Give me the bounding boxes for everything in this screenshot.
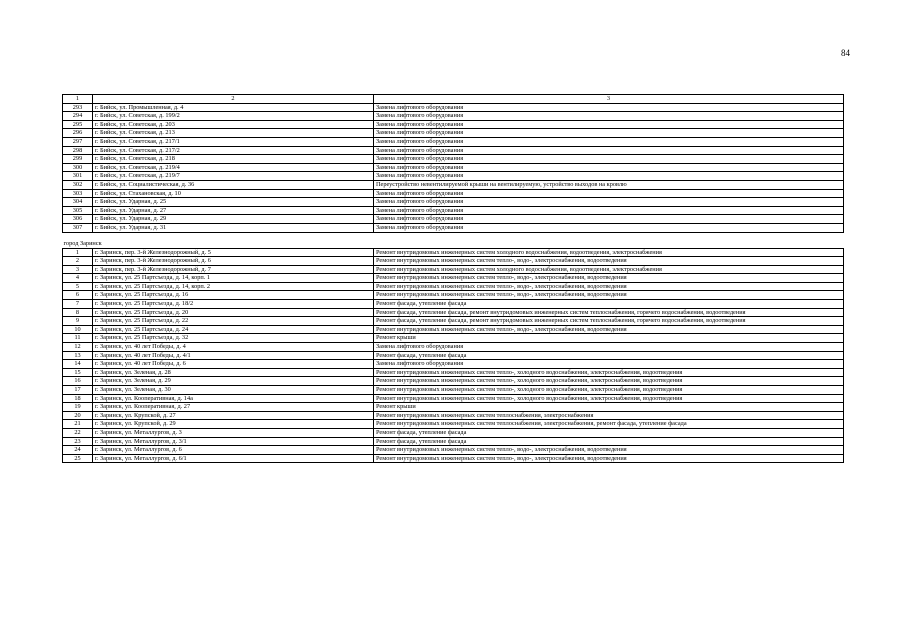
table-row bbox=[63, 198, 844, 207]
row-number: 306 bbox=[63, 215, 93, 224]
row-address: г. Заринск, ул. 25 Партсъезда, д. 32 bbox=[93, 334, 374, 343]
row-address: г. Заринск, ул. Зеленая, д. 29 bbox=[93, 377, 374, 386]
row-work-type: Ремонт фасада, утепление фасада bbox=[374, 300, 844, 309]
row-address: г. Бийск, ул. Советская, д. 203 bbox=[93, 120, 374, 129]
row-work-type: Ремонт внутридомовых инженерных систем холодного водоснабжения, водоотведения, электроснабжения bbox=[374, 265, 844, 274]
row-address: г. Бийск, ул. Советская, д. 199/2 bbox=[93, 112, 374, 121]
row-address: г. Заринск, пер. 3-й Железнодорожный, д. 5 bbox=[93, 248, 374, 257]
table-row bbox=[63, 360, 844, 369]
row-number: 21 bbox=[63, 420, 93, 429]
row-work-type: Ремонт фасада, утепление фасада, ремонт внутридомовых инженерных систем теплоснабжения, горячего водоснабжения, водоотведения bbox=[374, 308, 844, 317]
row-work-type: Ремонт внутридомовых инженерных систем тепло-, водо-, электроснабжения, водоотведения bbox=[374, 325, 844, 334]
header-cell-address: 2 bbox=[93, 95, 374, 104]
row-address: г. Заринск, ул. Металлургов, д. 3/1 bbox=[93, 437, 374, 446]
table-row bbox=[63, 446, 844, 455]
table-row bbox=[63, 420, 844, 429]
row-work-type: Ремонт фасада, утепление фасада bbox=[374, 437, 844, 446]
row-work-type: Ремонт внутридомовых инженерных систем тепло-, водо-, электроснабжения, водоотведения bbox=[374, 446, 844, 455]
row-address: г. Бийск, ул. Промышленная, д. 4 bbox=[93, 103, 374, 112]
table-row bbox=[63, 334, 844, 343]
row-number: 305 bbox=[63, 206, 93, 215]
row-address: г. Бийск, ул. Советская, д. 218 bbox=[93, 155, 374, 164]
row-number: 293 bbox=[63, 103, 93, 112]
row-number: 5 bbox=[63, 282, 93, 291]
row-address: г. Заринск, ул. 40 лет Победы, д. 6 bbox=[93, 360, 374, 369]
row-work-type: Замена лифтового оборудования bbox=[374, 155, 844, 164]
table-row bbox=[63, 428, 844, 437]
row-address: г. Бийск, ул. Советская, д. 217/1 bbox=[93, 137, 374, 146]
row-number: 25 bbox=[63, 454, 93, 463]
row-address: г. Заринск, ул. Крупской, д. 29 bbox=[93, 420, 374, 429]
row-number: 9 bbox=[63, 317, 93, 326]
row-address: г. Бийск, ул. Советская, д. 219/4 bbox=[93, 163, 374, 172]
table-row bbox=[63, 411, 844, 420]
row-address: г. Заринск, ул. Кооперативная, д. 27 bbox=[93, 403, 374, 412]
table-row bbox=[63, 206, 844, 215]
row-address: г. Заринск, пер. 3-й Железнодорожный, д. 7 bbox=[93, 265, 374, 274]
table-row bbox=[63, 377, 844, 386]
table-row bbox=[63, 163, 844, 172]
row-work-type: Замена лифтового оборудования bbox=[374, 189, 844, 198]
city-heading: город Заринск bbox=[63, 239, 102, 247]
row-address: г. Заринск, ул. Металлургов, д. 3 bbox=[93, 428, 374, 437]
table-row bbox=[63, 308, 844, 317]
row-number: 301 bbox=[63, 172, 93, 181]
table-row bbox=[63, 189, 844, 198]
row-work-type: Замена лифтового оборудования bbox=[374, 206, 844, 215]
table-row bbox=[63, 343, 844, 352]
table-row bbox=[63, 172, 844, 181]
row-number: 14 bbox=[63, 360, 93, 369]
row-number: 298 bbox=[63, 146, 93, 155]
row-address: г. Заринск, ул. 25 Партсъезда, д. 16 bbox=[93, 291, 374, 300]
row-work-type: Замена лифтового оборудования bbox=[374, 215, 844, 224]
row-number: 4 bbox=[63, 274, 93, 283]
spacer-cell bbox=[63, 232, 844, 240]
row-work-type: Ремонт внутридомовых инженерных систем тепло-, холодного водоснабжения, электроснабжения, водоотведения bbox=[374, 386, 844, 395]
row-work-type: Замена лифтового оборудования bbox=[374, 137, 844, 146]
table-row bbox=[63, 282, 844, 291]
header-cell-number: 1 bbox=[63, 95, 93, 104]
row-work-type: Ремонт фасада, утепление фасада, ремонт внутридомовых инженерных систем теплоснабжения, горячего водоснабжения, водоотведения bbox=[374, 317, 844, 326]
row-work-type: Ремонт внутридомовых инженерных систем тепло-, водо-, электроснабжения, водоотведения bbox=[374, 454, 844, 463]
row-work-type: Ремонт внутридомовых инженерных систем тепло-, водо-, электроснабжения, водоотведения bbox=[374, 274, 844, 283]
table-row bbox=[63, 351, 844, 360]
row-number: 303 bbox=[63, 189, 93, 198]
row-address: г. Заринск, ул. Крупской, д. 27 bbox=[93, 411, 374, 420]
row-number: 16 bbox=[63, 377, 93, 386]
row-number: 3 bbox=[63, 265, 93, 274]
row-address: г. Бийск, ул. Ударная, д. 27 bbox=[93, 206, 374, 215]
row-address: г. Заринск, ул. 25 Партсъезда, д. 14, корп. 2 bbox=[93, 282, 374, 291]
row-work-type: Замена лифтового оборудования bbox=[374, 112, 844, 121]
row-work-type: Замена лифтового оборудования bbox=[374, 146, 844, 155]
table-row bbox=[63, 291, 844, 300]
row-number: 297 bbox=[63, 137, 93, 146]
table-row bbox=[63, 300, 844, 309]
table-row bbox=[63, 325, 844, 334]
row-number: 11 bbox=[63, 334, 93, 343]
table-row bbox=[63, 454, 844, 463]
row-number: 23 bbox=[63, 437, 93, 446]
row-number: 18 bbox=[63, 394, 93, 403]
section-spacer bbox=[63, 232, 844, 240]
row-number: 13 bbox=[63, 351, 93, 360]
table-row bbox=[63, 215, 844, 224]
row-work-type: Замена лифтового оборудования bbox=[374, 223, 844, 232]
table-row bbox=[63, 403, 844, 412]
row-number: 7 bbox=[63, 300, 93, 309]
row-address: г. Бийск, ул. Советская, д. 213 bbox=[93, 129, 374, 138]
row-address: г. Заринск, ул. 40 лет Победы, д. 4/1 bbox=[93, 351, 374, 360]
table-row bbox=[63, 155, 844, 164]
row-address: г. Заринск, ул. 25 Партсъезда, д. 14, корп. 1 bbox=[93, 274, 374, 283]
table-row bbox=[63, 146, 844, 155]
table-row bbox=[63, 103, 844, 112]
row-address: г. Заринск, ул. Зеленая, д. 30 bbox=[93, 386, 374, 395]
row-address: г. Заринск, ул. 25 Партсъезда, д. 22 bbox=[93, 317, 374, 326]
header-row bbox=[63, 95, 844, 104]
row-work-type: Ремонт фасада, утепление фасада bbox=[374, 351, 844, 360]
table-row bbox=[63, 274, 844, 283]
table-row bbox=[63, 112, 844, 121]
row-address: г. Бийск, ул. Стахановская, д. 10 bbox=[93, 189, 374, 198]
row-number: 6 bbox=[63, 291, 93, 300]
row-work-type: Замена лифтового оборудования bbox=[374, 360, 844, 369]
row-number: 296 bbox=[63, 129, 93, 138]
table-row bbox=[63, 248, 844, 257]
row-work-type: Ремонт внутридомовых инженерных систем тепло-, холодного водоснабжения, электроснабжения, водоотведения bbox=[374, 377, 844, 386]
row-work-type: Ремонт фасада, утепление фасада bbox=[374, 428, 844, 437]
row-address: г. Бийск, ул. Ударная, д. 29 bbox=[93, 215, 374, 224]
row-address: г. Бийск, ул. Социалистическая, д. 36 bbox=[93, 180, 374, 189]
row-number: 299 bbox=[63, 155, 93, 164]
table-row bbox=[63, 368, 844, 377]
row-address: г. Бийск, ул. Ударная, д. 25 bbox=[93, 198, 374, 207]
row-address: г. Заринск, ул. Зеленая, д. 28 bbox=[93, 368, 374, 377]
row-address: г. Заринск, ул. Металлургов, д. 6 bbox=[93, 446, 374, 455]
row-number: 19 bbox=[63, 403, 93, 412]
table-row bbox=[63, 437, 844, 446]
row-work-type: Ремонт внутридомовых инженерных систем теплоснабжения, электроснабжения bbox=[374, 411, 844, 420]
row-address: г. Заринск, ул. 40 лет Победы, д. 4 bbox=[93, 343, 374, 352]
row-address: г. Заринск, пер. 3-й Железнодорожный, д. 6 bbox=[93, 257, 374, 266]
row-number: 2 bbox=[63, 257, 93, 266]
table-row bbox=[63, 223, 844, 232]
row-number: 24 bbox=[63, 446, 93, 455]
row-number: 10 bbox=[63, 325, 93, 334]
table-row bbox=[63, 394, 844, 403]
row-address: г. Заринск, ул. 25 Партсъезда, д. 24 bbox=[93, 325, 374, 334]
row-work-type: Ремонт внутридомовых инженерных систем тепло-, водо-, электроснабжения, водоотведения bbox=[374, 282, 844, 291]
row-number: 22 bbox=[63, 428, 93, 437]
table-row bbox=[63, 120, 844, 129]
table-row bbox=[63, 386, 844, 395]
table-row bbox=[63, 265, 844, 274]
row-address: г. Бийск, ул. Советская, д. 217/2 bbox=[93, 146, 374, 155]
row-number: 1 bbox=[63, 248, 93, 257]
row-work-type: Ремонт внутридомовых инженерных систем теплоснабжения, электроснабжения, ремонт фасада, утепление фасада bbox=[374, 420, 844, 429]
row-number: 300 bbox=[63, 163, 93, 172]
header-cell-work: 3 bbox=[374, 95, 844, 104]
city-heading-row bbox=[63, 240, 844, 249]
row-work-type: Замена лифтового оборудования bbox=[374, 103, 844, 112]
row-address: г. Бийск, ул. Ударная, д. 31 bbox=[93, 223, 374, 232]
table-row bbox=[63, 137, 844, 146]
row-address: г. Заринск, ул. Кооперативная, д. 14а bbox=[93, 394, 374, 403]
row-work-type: Ремонт внутридомовых инженерных систем тепло-, холодного водоснабжения, электроснабжения, водоотведения bbox=[374, 368, 844, 377]
row-work-type: Замена лифтового оборудования bbox=[374, 172, 844, 181]
row-number: 8 bbox=[63, 308, 93, 317]
row-number: 294 bbox=[63, 112, 93, 121]
table-row bbox=[63, 257, 844, 266]
row-number: 17 bbox=[63, 386, 93, 395]
row-address: г. Заринск, ул. 25 Партсъезда, д. 20 bbox=[93, 308, 374, 317]
row-number: 20 bbox=[63, 411, 93, 420]
row-work-type: Замена лифтового оборудования bbox=[374, 163, 844, 172]
row-work-type: Ремонт крыши bbox=[374, 403, 844, 412]
row-number: 295 bbox=[63, 120, 93, 129]
row-address: г. Бийск, ул. Советская, д. 219/7 bbox=[93, 172, 374, 181]
table-row bbox=[63, 180, 844, 189]
table-row bbox=[63, 317, 844, 326]
row-number: 302 bbox=[63, 180, 93, 189]
row-work-type: Замена лифтового оборудования bbox=[374, 198, 844, 207]
page-number: 84 bbox=[841, 48, 850, 58]
row-address: г. Заринск, ул. 25 Партсъезда, д. 18/2 bbox=[93, 300, 374, 309]
row-number: 12 bbox=[63, 343, 93, 352]
row-address: г. Заринск, ул. Металлургов, д. 6/1 bbox=[93, 454, 374, 463]
row-work-type: Ремонт внутридомовых инженерных систем тепло-, водо-, электроснабжения, водоотведения bbox=[374, 257, 844, 266]
row-work-type: Ремонт внутридомовых инженерных систем тепло-, водо-, электроснабжения, водоотведения bbox=[374, 291, 844, 300]
row-number: 15 bbox=[63, 368, 93, 377]
row-work-type: Замена лифтового оборудования bbox=[374, 120, 844, 129]
row-work-type: Ремонт крыши bbox=[374, 334, 844, 343]
works-table bbox=[62, 94, 844, 463]
row-number: 307 bbox=[63, 223, 93, 232]
row-number: 304 bbox=[63, 198, 93, 207]
table-row bbox=[63, 129, 844, 138]
row-work-type: Замена лифтового оборудования bbox=[374, 129, 844, 138]
row-work-type: Ремонт внутридомовых инженерных систем тепло-, холодного водоснабжения, электроснабжения, водоотведения bbox=[374, 394, 844, 403]
row-work-type: Замена лифтового оборудования bbox=[374, 343, 844, 352]
row-work-type: Переустройство невентилируемой крыши на вентилируемую, устройство выходов на кровлю bbox=[374, 180, 844, 189]
row-work-type: Ремонт внутридомовых инженерных систем холодного водоснабжения, водоотведения, электроснабжения bbox=[374, 248, 844, 257]
